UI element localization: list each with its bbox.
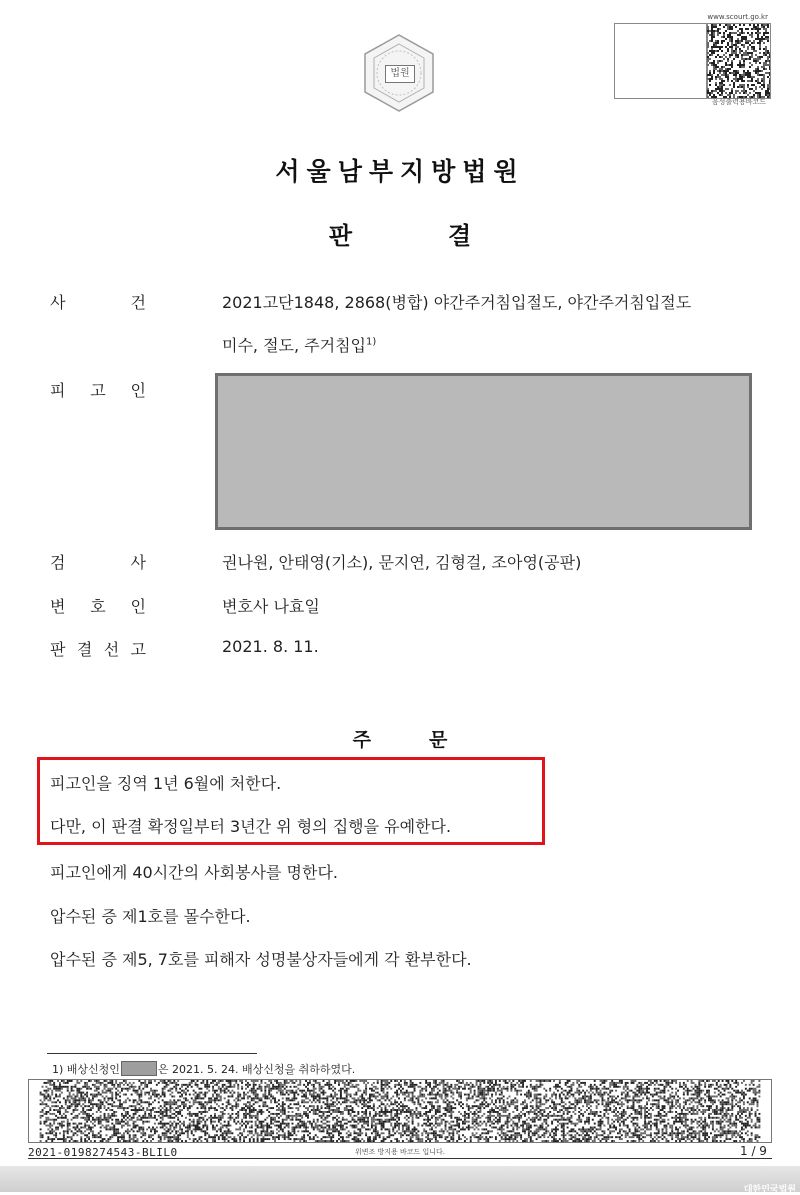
counsel-value: 변호사 나효일 xyxy=(222,597,320,616)
prosecutor-label-char: 검 xyxy=(50,553,66,572)
sentence-date-label-char: 고 xyxy=(130,640,146,659)
defendant-label-char: 고 xyxy=(90,381,106,400)
sentence-date-label-char: 선 xyxy=(103,640,120,659)
document-title xyxy=(0,216,800,251)
anti-forgery-barcode-icon xyxy=(28,1079,772,1143)
order-line-suspension: 다만, 이 판결 확정일부터 3년간 위 형의 집행을 유예한다. xyxy=(50,817,452,836)
case-label xyxy=(50,290,146,313)
order-line-confiscation: 압수된 증 제1호를 몰수한다. xyxy=(50,907,251,926)
counsel-label xyxy=(50,594,146,617)
barcode-caption: 음성출력용바코드 xyxy=(711,98,766,106)
footnote xyxy=(52,1061,355,1077)
footnote-divider xyxy=(47,1053,257,1054)
sentence-date-label-char: 결 xyxy=(76,640,93,659)
defendant-redaction xyxy=(215,373,752,530)
page-number: 1 / 9 xyxy=(740,1144,767,1158)
court-seal xyxy=(358,32,440,114)
order-section-title xyxy=(0,725,800,752)
case-label-char: 건 xyxy=(130,293,146,312)
sentence-date-value: 2021. 8. 11. xyxy=(222,637,319,656)
court-name: 서울남부지방법원 xyxy=(275,157,525,186)
counsel-label-char: 호 xyxy=(90,597,106,616)
bottom-band-text: 대한민국법원 xyxy=(743,1185,796,1195)
case-value-line2-text: 미수, 절도, 주거침입 xyxy=(222,336,366,355)
footnote-redaction xyxy=(121,1061,157,1076)
sentence-date-label xyxy=(50,637,146,660)
document-id: 2021-0198274543-BLIL0 xyxy=(28,1146,178,1159)
audio-barcode-block xyxy=(614,13,770,104)
seal-label: 법원 xyxy=(385,65,415,83)
bottom-band xyxy=(0,1166,800,1195)
case-value-line2 xyxy=(222,333,376,356)
prosecutor-label xyxy=(50,550,146,573)
order-title-left: 주 xyxy=(352,729,371,751)
barcode-icon xyxy=(706,23,771,99)
order-line-community-service: 피고인에게 40시간의 사회봉사를 명한다. xyxy=(50,863,338,882)
scourt-url: www.scourt.go.kr xyxy=(707,13,768,21)
order-line-sentence: 피고인을 징역 1년 6월에 처한다. xyxy=(50,774,282,793)
defendant-label-char: 피 xyxy=(50,381,66,400)
order-title-right: 문 xyxy=(429,729,448,751)
defendant-label-char: 인 xyxy=(130,381,146,400)
counsel-label-char: 인 xyxy=(130,597,146,616)
qr-redacted-area xyxy=(614,23,708,99)
footer-divider xyxy=(28,1158,772,1159)
sentence-date-label-char: 판 xyxy=(50,640,66,659)
footnote-prefix: 1) 배상신청인 xyxy=(52,1063,120,1076)
prosecutor-value: 권나원, 안태영(기소), 문지연, 김형걸, 조아영(공판) xyxy=(222,553,582,572)
anti-forgery-caption: 위변조 방지용 바코드 입니다. xyxy=(354,1148,446,1156)
footnote-suffix: 은 2021. 5. 24. 배상신청을 취하하였다. xyxy=(157,1063,356,1076)
doc-title-right: 결 xyxy=(448,222,472,250)
case-value-line1: 2021고단1848, 2868(병합) 야간주거침입절도, 야간주거침입절도 xyxy=(222,293,692,312)
doc-title-left: 판 xyxy=(328,222,352,250)
case-label-char: 사 xyxy=(50,293,66,312)
prosecutor-label-char: 사 xyxy=(130,553,146,572)
order-line-return: 압수된 증 제5, 7호를 피해자 성명불상자들에게 각 환부한다. xyxy=(50,950,472,969)
defendant-label xyxy=(50,378,146,401)
counsel-label-char: 변 xyxy=(50,597,66,616)
footnote-ref: 1) xyxy=(366,336,377,348)
